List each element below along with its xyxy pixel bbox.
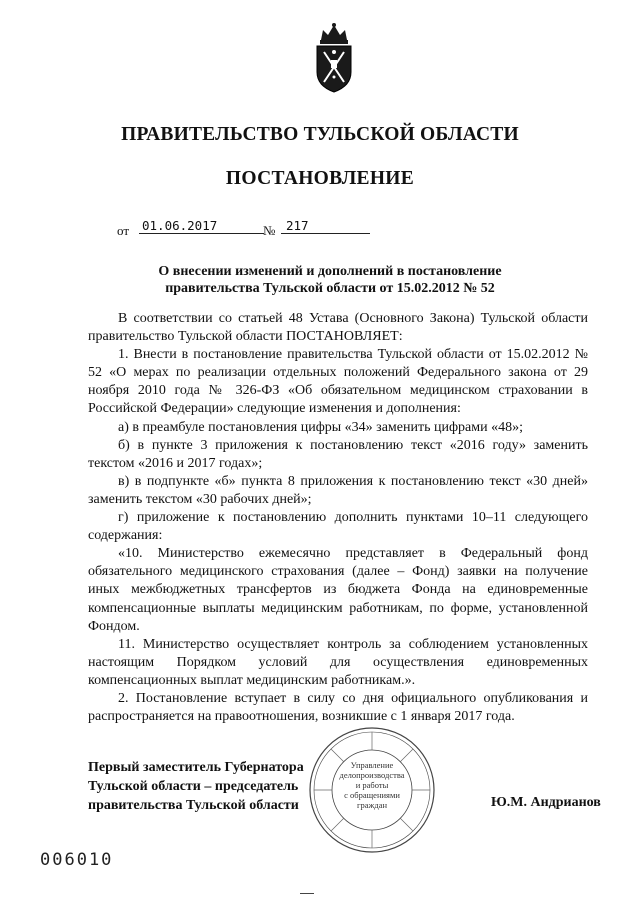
footer-mark (300, 893, 314, 894)
paragraph: г) приложение к постановлению дополнить пунктами 10–11 следующего содержания: (88, 510, 588, 544)
document-number: 217 (281, 218, 370, 234)
paragraph: В соответствии со статьей 48 Устава (Основного Закона) Тульской области правительство Тульской области ПОСТАНОВЛЯЕТ: (88, 311, 588, 345)
stamp-inner-text (330, 760, 414, 810)
paragraph: в) в подпункте «б» пункта 8 приложения к постановлению текст «30 дней» заменить текстом «30 рабочих дней»; (88, 473, 588, 507)
signatory-line: Тульской области – председатель (88, 779, 299, 794)
subject-line: О внесении изменений и дополнений в постановление (158, 264, 502, 279)
number-label: № (263, 223, 276, 238)
stamp-line: делопроизводства (339, 770, 405, 780)
signatory-line: правительства Тульской области (88, 798, 299, 813)
subject-line: правительства Тульской области от 15.02.2012 № 52 (165, 281, 495, 296)
signatory-title (88, 758, 304, 815)
paragraph: 1. Внести в постановление правительства Тульской области от 15.02.2012 № 52 «О мерах по реализации отдельных положений Федерального закона от 29 ноября 2010 года № 326-ФЗ «Об обязательном медицинском страховании в Российской Федерации» следующие изменения и дополнения: (88, 347, 588, 417)
paragraph: а) в преамбуле постановления цифры «34» заменить цифрами «48»; (118, 419, 523, 435)
stamp-line: и работы (355, 780, 389, 790)
from-label: от (117, 223, 130, 238)
document-body (88, 310, 588, 726)
document-subject (130, 263, 530, 297)
signatory-name: Ю.М. Андрианов (491, 795, 601, 810)
document-type-title: ПОСТАНОВЛЕНИЕ (225, 168, 415, 189)
paragraph: 2. Постановление вступает в силу со дня официального опубликования и распространяется на правоотношения, возникшие с 1 января 2017 года. (88, 690, 588, 725)
signatory-line: Первый заместитель Губернатора (88, 760, 304, 775)
serial-number: 006010 (40, 850, 114, 870)
document-date: 01.06.2017 (139, 218, 264, 234)
stamp-line: Управление (350, 760, 394, 770)
stamp-line: с обращениями (344, 790, 400, 800)
stamp-line: граждан (356, 800, 388, 810)
coat-of-arms-icon (309, 22, 359, 94)
paragraph: 11. Министерство осуществляет контроль за соблюдением установленных настоящим Порядком условий для осуществления единовременных компенсационных выплат медицинским работникам.». (88, 636, 588, 688)
paragraph: б) в пункте 3 приложения к постановлению текст «2016 году» заменить текстом «2016 и 2017 годах»; (88, 437, 588, 471)
paragraph: «10. Министерство ежемесячно представляет в Федеральный фонд обязательного медицинского страхования (далее – Фонд) заявки на получение иных межбюджетных трансфертов из бюджета Фонда на единовременные компенсационные выплаты медицинским работникам, по форме, установленной Фондом. (88, 546, 588, 634)
government-title: ПРАВИТЕЛЬСТВО ТУЛЬСКОЙ ОБЛАСТИ (121, 124, 519, 145)
